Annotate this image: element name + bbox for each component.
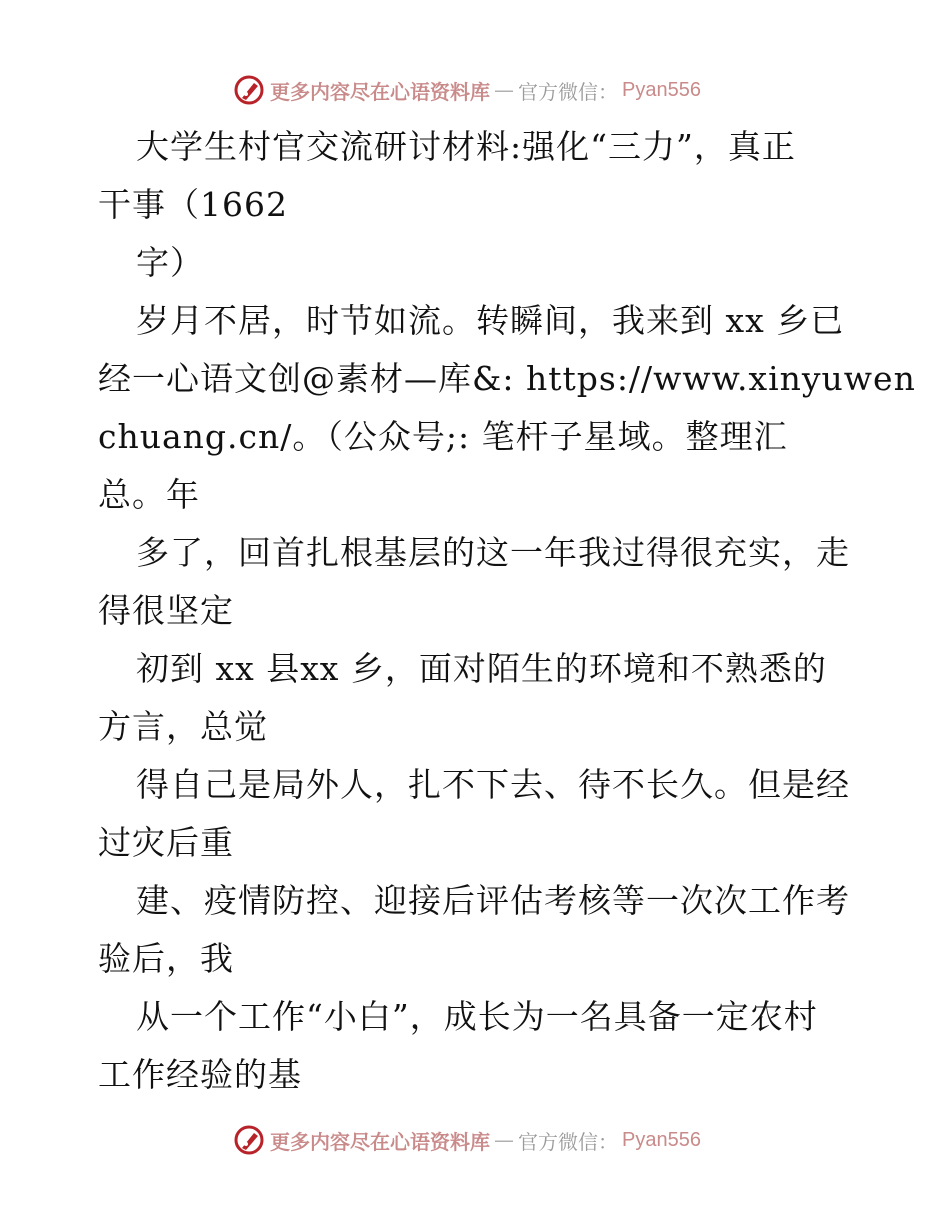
body-text-line: 从一个工作“小白”，成长为一名具备一定农村	[136, 997, 818, 1036]
body-text-line: 多了，回首扎根基层的这一年我过得很充实，走	[136, 533, 850, 572]
body-text-line: 验后，我	[98, 939, 234, 978]
body-text-line: 方言，总觉	[98, 707, 268, 746]
footer-brand-text: 更多内容尽在心语资料库	[270, 1129, 490, 1154]
footer-banner	[232, 1120, 701, 1160]
body-text-line: 过灾后重	[98, 823, 234, 862]
header-banner	[232, 70, 701, 110]
body-text-line: 岁月不居，时节如流。转瞬间，我来到 xx 乡已	[136, 301, 845, 340]
body-text-line: 工作经验的基	[98, 1055, 302, 1094]
document-body	[98, 118, 916, 1104]
body-text-line: 总。年	[98, 475, 200, 514]
footer-channel-label: 官方微信：	[518, 1129, 618, 1154]
body-text-line: 建、疫情防控、迎接后评估考核等一次次工作考	[136, 881, 850, 920]
body-text-line: 字）	[136, 243, 204, 282]
footer-separator: —	[494, 1128, 514, 1152]
footer-channel-id: Pyan556	[622, 1128, 701, 1151]
body-text-line: chuang.cn/。（公众号;: 笔杆子星域。整理汇	[98, 417, 788, 456]
header-separator: —	[494, 78, 514, 102]
header-channel-label: 官方微信：	[518, 79, 618, 104]
pen-logo-icon	[232, 73, 266, 107]
body-text-line: 干事（1662	[98, 185, 288, 224]
body-text-line: 得很坚定	[98, 591, 234, 630]
header-brand-text: 更多内容尽在心语资料库	[270, 79, 490, 104]
body-text-line: 得自己是局外人，扎不下去、待不长久。但是经	[136, 765, 850, 804]
body-text-line: 大学生村官交流研讨材料:强化“三力”，真正	[136, 127, 796, 166]
body-text-line: 初到 xx 县xx 乡，面对陌生的环境和不熟悉的	[136, 649, 827, 688]
pen-logo-icon	[232, 1123, 266, 1157]
header-channel-id: Pyan556	[622, 78, 701, 101]
body-text-line: 经一心语文创@素材—库&: https://www.xinyuwen	[98, 359, 916, 398]
